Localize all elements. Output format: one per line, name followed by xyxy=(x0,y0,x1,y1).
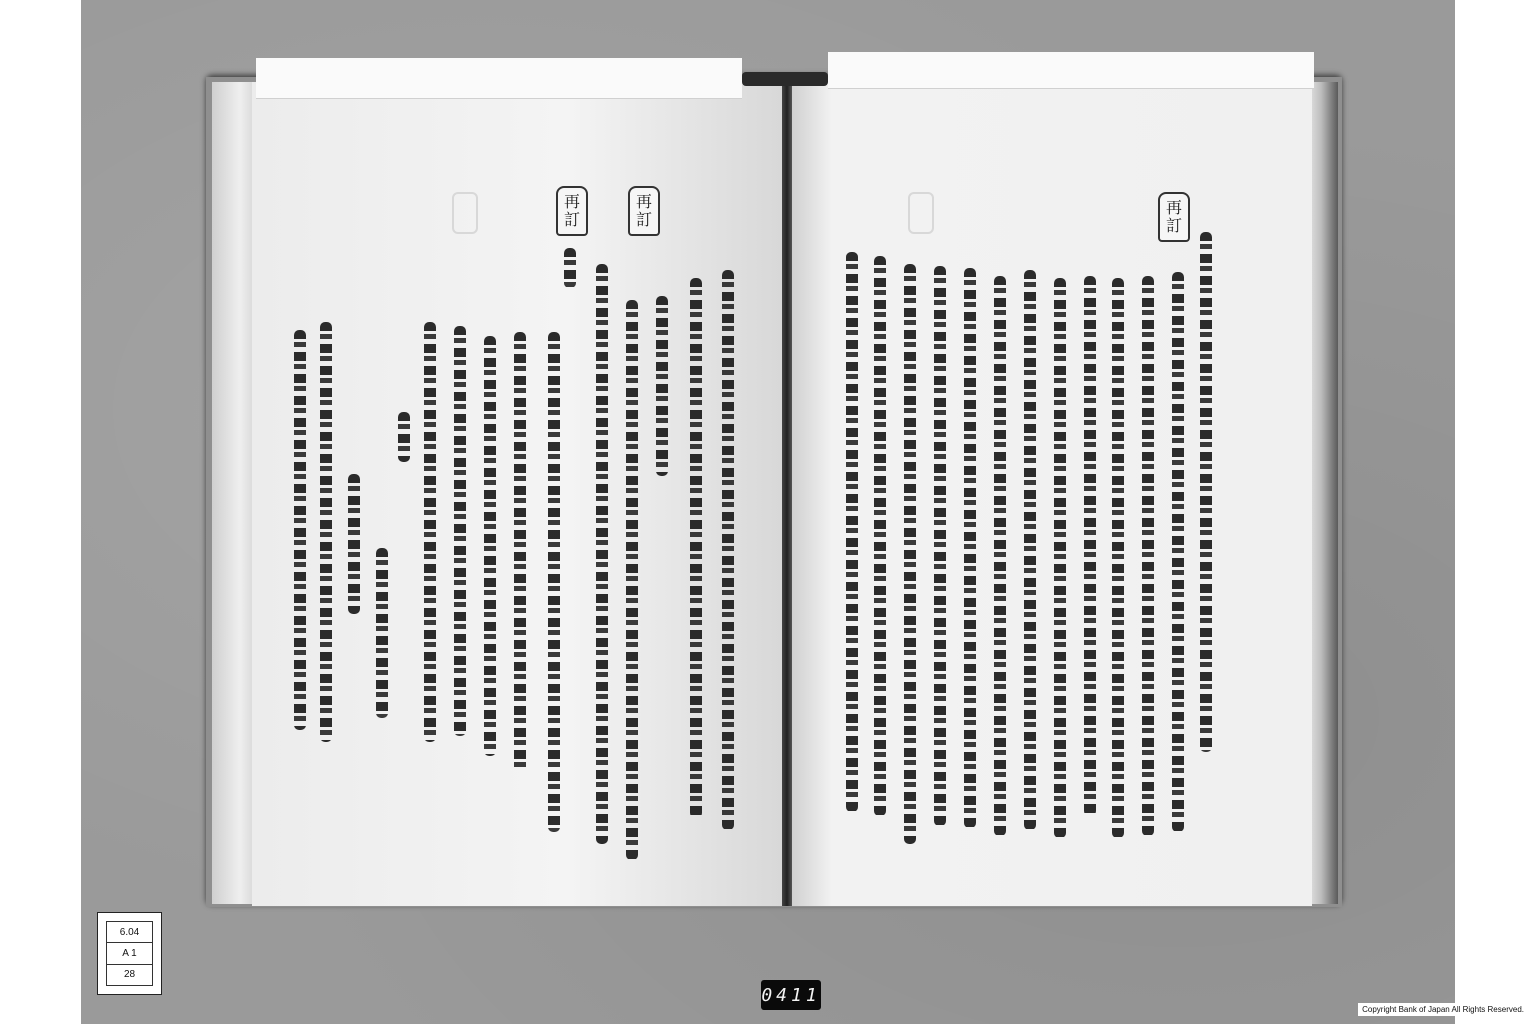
handwritten-column xyxy=(994,276,1006,836)
page-edge-right xyxy=(1310,82,1338,904)
handwritten-column xyxy=(690,278,702,818)
frame-counter: 0411 xyxy=(761,980,821,1010)
handwritten-column xyxy=(348,474,360,614)
catalog-label-row: 6.04 xyxy=(107,922,152,943)
handwritten-column xyxy=(656,296,668,476)
handwritten-column xyxy=(424,322,436,742)
revision-stamp-right: 再 訂 xyxy=(1158,192,1190,242)
handwritten-column xyxy=(626,300,638,860)
catalog-label-table xyxy=(106,921,153,986)
right-page-flap xyxy=(828,52,1314,89)
ghost-stamp xyxy=(908,192,934,234)
page-edge-left xyxy=(212,82,252,904)
handwritten-column xyxy=(484,336,496,756)
handwritten-column xyxy=(722,270,734,830)
handwritten-column xyxy=(1172,272,1184,832)
handwritten-column xyxy=(1142,276,1154,836)
handwritten-column xyxy=(1112,278,1124,838)
ghost-stamp xyxy=(452,192,478,234)
revision-stamp-left-2: 再 訂 xyxy=(628,186,660,236)
handwritten-column xyxy=(1200,232,1212,752)
book-spine xyxy=(782,82,792,906)
handwritten-column xyxy=(846,252,858,812)
handwritten-column xyxy=(398,412,410,462)
handwritten-column xyxy=(1084,276,1096,816)
handwritten-column xyxy=(874,256,886,816)
handwritten-column xyxy=(904,264,916,844)
handwritten-column xyxy=(564,248,576,288)
spine-binding-top xyxy=(742,72,828,86)
handwritten-column xyxy=(294,330,306,730)
handwritten-column xyxy=(964,268,976,828)
handwritten-column xyxy=(548,332,560,832)
handwritten-column xyxy=(1054,278,1066,838)
handwritten-column xyxy=(596,264,608,844)
handwritten-column xyxy=(376,548,388,718)
handwritten-column xyxy=(454,326,466,736)
left-page-flap xyxy=(256,58,742,99)
handwritten-column xyxy=(1024,270,1036,830)
handwritten-column xyxy=(514,332,526,772)
catalog-label-row: A 1 xyxy=(107,943,152,964)
copyright-notice: Copyright Bank of Japan All Rights Reserved. xyxy=(1358,1003,1528,1016)
handwritten-column xyxy=(320,322,332,742)
revision-stamp-left-1: 再 訂 xyxy=(556,186,588,236)
catalog-label xyxy=(97,912,162,995)
handwritten-column xyxy=(934,266,946,826)
right-page xyxy=(790,82,1312,906)
catalog-label-row: 28 xyxy=(123,969,136,981)
